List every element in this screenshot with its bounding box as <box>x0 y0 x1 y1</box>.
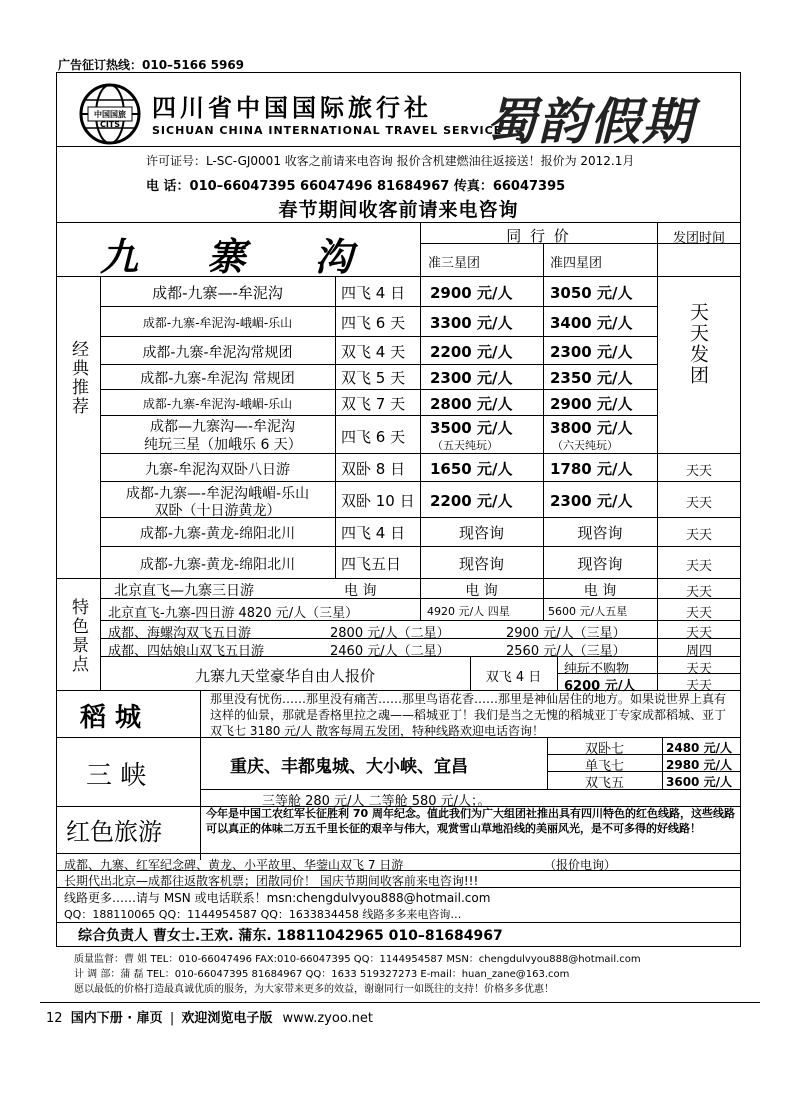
depart-time: 天天 <box>685 679 712 694</box>
license-line: 许可证号：L-SC-GJ0001 收客之前请来电咨询 报价含机建燃油往返接送！报价为 2012.1月 <box>146 154 635 168</box>
price-three-star: 3500 元/人 <box>430 419 513 437</box>
sanxia-price: 3600 元/人 <box>666 775 732 789</box>
depart-time: 天天 <box>685 662 712 677</box>
route-cell: 成都-九寨-牟泥沟常规团 <box>142 345 293 361</box>
page-number: 12 <box>46 1011 63 1026</box>
route-cell: 成都、四姑娘山双飞五日游 <box>108 644 265 659</box>
option-label: 纯玩不购物 <box>564 662 630 677</box>
sanxia-option: 双卧七 <box>584 742 624 757</box>
price-three-star: 2200 元/人 <box>430 492 513 510</box>
special-spots-label: 特色景点 <box>68 598 88 674</box>
red-tourism-text: 今年是中国工农红军长征胜利 70 周年纪念。值此我们为广大组团社推出具有四川特色的红色线路，这些线路可以真正的体味二万五千里长征的艰辛与伟大，观赏雪山草地沿线的美丽风光，是不可多得的好线路！ <box>206 807 735 835</box>
sanxia-route: 重庆、丰都鬼城、大小峡、宜昌 <box>230 757 468 777</box>
sanxia-price: 2480 元/人 <box>666 741 732 755</box>
route-cell: 北京直飞—九寨三日游 <box>114 583 254 599</box>
daily-depart-merged: 天天发团 <box>687 302 709 386</box>
price-three-star: 2300 元/人 <box>430 369 513 387</box>
days-cell: 双卧 10 日 <box>341 492 415 510</box>
brand-title: 蜀韵假期 <box>486 93 694 151</box>
ticket-line: 长期代出北京—成都往返散客机票；团散同价！ 国庆节期间收客前来电咨询!!! <box>64 874 479 888</box>
route-cell: 成都-九寨-牟泥沟 常规团 <box>140 371 295 387</box>
daocheng-text: 那里没有忧伤……那里没有痛苦……那里鸟语花香……那里是神仙居住的地方。如果说世界上真有这样的仙景，那就是香格里拉之魂——稻城亚丁！我们是当之无愧的稻城亚丁专家成都稻城、亚丁双飞七 3180 元/人 散客每周五发团，特种线路欢迎电话咨询！ <box>210 692 727 738</box>
price-two-star: 2460 元/人（二星） <box>330 644 450 659</box>
contact-line-3: 愿以最低的价格打造最真诚优质的服务，为大家带来更多的效益，谢谢同行一如既往的支持！价格多多优惠！ <box>74 984 554 995</box>
col-four-star-header: 准四星团 <box>550 256 603 271</box>
msn-line: 线路更多……请与 MSN 或电话联系！msn:chengdulvyou888@hotmail.com <box>64 891 491 905</box>
route-cell: 成都-九寨-牟泥沟-峨嵋-乐山 <box>142 397 293 411</box>
route-cell-line2: 纯玩三星（加峨乐 6 天） <box>144 437 302 453</box>
red-tourism-price: （报价电询） <box>544 858 617 872</box>
depart-time: 天天 <box>685 496 712 511</box>
depart-time: 天天 <box>685 626 712 641</box>
red-tourism-route: 成都、九寨、红军纪念碑、黄龙、小平故里、华蓥山双飞 7 日游 <box>64 858 404 872</box>
price-three-star: 2800 元/人 <box>430 395 513 413</box>
slogan: 欢迎浏览电子版 <box>181 1011 273 1026</box>
route-cell: 成都-九寨—-牟泥沟 <box>152 284 283 302</box>
route-cell: 成都—九寨沟—-牟泥沟 <box>150 419 296 435</box>
days-cell: 双飞 7 天 <box>341 395 406 413</box>
phone-line: 电 话：010–66047395 66047496 81684967 传真：66047395 <box>146 179 566 194</box>
route-cell: 成都、海螺沟双飞五日游 <box>108 626 252 641</box>
route-cell: 北京直飞-九寨-四日游 4820 元/人（三星） <box>108 606 359 621</box>
days-cell: 双飞 4 日 <box>485 670 542 685</box>
price-three-star: 1650 元/人 <box>430 460 513 478</box>
price-three-star: 2200 元/人 <box>430 343 513 361</box>
ad-hotline: 广告征订热线：010–5166 5969 <box>58 58 245 72</box>
qq-line: QQ：188110065 QQ：1144954587 QQ：1633834458 线路多多来电咨询… <box>64 908 462 921</box>
price-four-star: 3050 元/人 <box>550 284 633 302</box>
route-cell: 成都-九寨—-牟泥沟峨嵋-乐山 <box>125 486 310 502</box>
price-four-star: 2300 元/人 <box>550 492 633 510</box>
logo-badge-text: 中国国旅 CITS <box>94 110 126 129</box>
price-note: （五天纯玩） <box>432 439 498 452</box>
price-cell: 电 询 <box>465 583 498 599</box>
price-cell: 5600 元/人五星 <box>548 605 628 618</box>
price-cell: 电 询 <box>344 583 377 599</box>
page-footer: 12 国内下册 · 扉页 | 欢迎浏览电子版 www.zyoo.net <box>46 1011 374 1026</box>
option-price: 6200 元/人 <box>564 679 636 694</box>
route-cell: 成都-九寨-黄龙-绵阳北川 <box>139 526 296 542</box>
sanxia-option: 双飞五 <box>584 776 624 791</box>
price-three-star: 现咨询 <box>458 524 504 542</box>
price-three-star: 2900 元/人 <box>430 284 513 302</box>
price-four-star: 3800 元/人 <box>550 419 633 437</box>
depart-time: 天天 <box>685 528 712 543</box>
sanxia-option: 单飞七 <box>584 759 624 774</box>
depart-time: 周四 <box>685 644 712 659</box>
route-cell-line2: 双卧（十日游黄龙） <box>154 503 281 519</box>
sanxia-price: 2980 元/人 <box>666 758 732 772</box>
depart-time: 天天 <box>685 606 712 621</box>
price-four-star: 现咨询 <box>577 524 623 542</box>
peer-price-header: 同 行 价 <box>506 227 571 245</box>
section-name: 国内下册 · 扉页 <box>70 1011 163 1026</box>
price-four-star: 2900 元/人 <box>550 395 633 413</box>
site-link[interactable]: www.zyoo.net <box>282 1011 374 1026</box>
price-two-star: 2800 元/人（二星） <box>330 626 450 641</box>
price-three-star: 2560 元/人（三星） <box>506 644 626 659</box>
depart-time: 天天 <box>685 585 712 600</box>
sanxia-label: 三 峡 <box>86 761 147 791</box>
sanxia-cabins: 三等舱 280 元/人 二等舱 580 元/人；。 <box>262 794 491 809</box>
days-cell: 四飞 4 日 <box>341 524 406 542</box>
route-cell: 九寨九天堂豪华自由人报价 <box>194 667 375 685</box>
price-four-star: 1780 元/人 <box>550 460 633 478</box>
company-name-en: SICHUAN CHINA INTERNATIONAL TRAVEL SERVICE <box>152 124 503 137</box>
route-cell: 成都-九寨-牟泥沟-峨嵋-乐山 <box>142 316 293 330</box>
price-four-star: 现咨询 <box>577 555 623 573</box>
days-cell: 四飞五日 <box>341 555 402 573</box>
price-four-star: 3400 元/人 <box>550 314 633 332</box>
depart-time: 天天 <box>685 464 712 479</box>
days-cell: 四飞 6 天 <box>341 314 406 332</box>
price-three-star: 3300 元/人 <box>430 314 513 332</box>
price-cell: 4920 元/人 四星 <box>427 605 510 618</box>
col-three-star-header: 准三星团 <box>428 256 481 271</box>
price-three-star: 2900 元/人（三星） <box>506 626 626 641</box>
spring-notice: 春节期间收客前请来电咨询 <box>278 199 519 221</box>
route-cell: 九寨-牟泥沟双卧八日游 <box>144 462 291 478</box>
jiuzhai-title: 九 寨 沟 <box>100 234 381 279</box>
days-cell: 双飞 5 天 <box>341 369 406 387</box>
depart-time-header: 发团时间 <box>672 231 725 246</box>
days-cell: 四飞 6 天 <box>341 428 406 446</box>
daocheng-label: 稻 城 <box>80 703 142 733</box>
leader-line: 综合负责人 曹女士.王欢. 蒲东. 18811042965 010–81684967 <box>78 928 503 944</box>
days-cell: 四飞 4 日 <box>341 284 406 302</box>
contact-line-1: 质量监督：曹 姐 TEL：010-66047496 FAX:010-66047395 QQ：1144954587 MSN：chengdulvyou888@hotmail.com <box>74 954 641 965</box>
route-cell: 成都-九寨-黄龙-绵阳北川 <box>139 557 296 573</box>
price-four-star: 2350 元/人 <box>550 369 633 387</box>
company-name-cn: 四川省中国国际旅行社 <box>152 93 432 122</box>
price-four-star: 2300 元/人 <box>550 343 633 361</box>
contact-line-2: 计 调 部：蒲 磊 TEL：010-66047395 81684967 QQ：1633 519327273 E-mail：huan_zane@163.com <box>74 969 570 980</box>
depart-time: 天天 <box>685 559 712 574</box>
price-cell: 电 询 <box>583 583 617 599</box>
cits-logo <box>78 82 142 146</box>
price-three-star: 现咨询 <box>458 555 504 573</box>
days-cell: 双飞 4 天 <box>341 343 406 361</box>
classic-recommend-label: 经典推荐 <box>68 340 88 416</box>
days-cell: 双卧 8 日 <box>341 460 406 478</box>
price-note: （六天纯玩） <box>552 439 618 452</box>
red-tourism-label: 红色旅游 <box>66 818 162 846</box>
